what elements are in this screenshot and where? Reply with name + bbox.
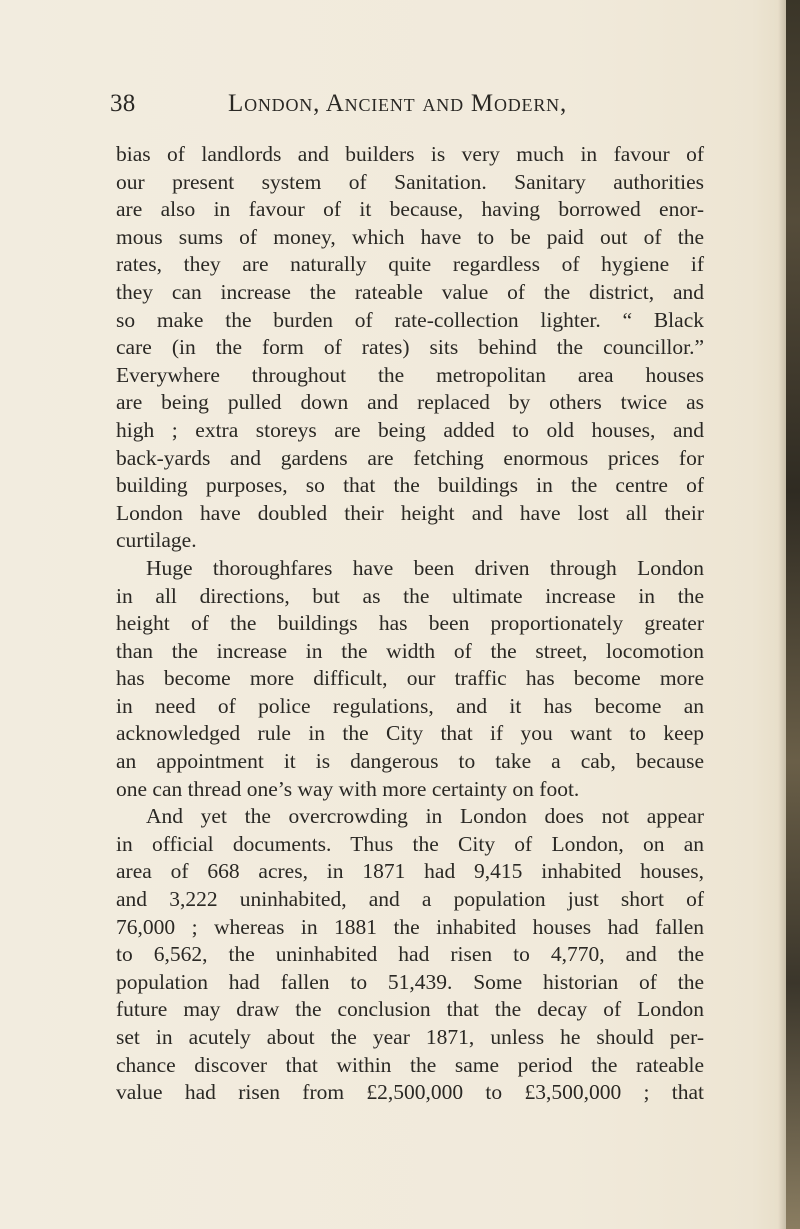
- text-line: height of the buildings has been proportionately greater: [116, 611, 704, 636]
- text-line: set in acutely about the year 1871, unless he should per-: [116, 1025, 704, 1049]
- text-line: rates, they are naturally quite regardless of hygiene if: [116, 252, 704, 277]
- paragraph-start-line: And yet the overcrowding in London does not appear: [146, 804, 704, 829]
- paragraph-end-line: one can thread one’s way with more certainty on foot.: [116, 776, 580, 801]
- text-line: chance discover that within the same period the rateable: [116, 1052, 704, 1077]
- running-head: [110, 88, 710, 120]
- page-number: 38: [110, 90, 136, 117]
- text-line: high ; extra storeys are being added to old houses, and: [116, 417, 704, 442]
- text-line: they can increase the rateable value of the district, and: [116, 279, 704, 304]
- text-line: mous sums of money, which have to be paid out of the: [116, 224, 704, 249]
- paragraph-start-line: Huge thoroughfares have been driven through London: [146, 555, 704, 580]
- text-line: bias of landlords and builders is very much in favour of: [116, 142, 704, 166]
- book-spine-edge: [786, 0, 800, 1229]
- text-line: an appointment it is dangerous to take a cab, because: [116, 749, 704, 774]
- text-line: Everywhere throughout the metropolitan area houses: [116, 362, 704, 387]
- paragraph-end-line: curtilage.: [116, 528, 197, 553]
- running-title: London, Ancient and Modern,: [228, 90, 568, 117]
- text-line: in need of police regulations, and it has become an: [116, 693, 704, 718]
- text-line: care (in the form of rates) sits behind the councillor.”: [116, 335, 704, 360]
- text-line: are being pulled down and replaced by others twice as: [116, 390, 704, 415]
- text-line: in all directions, but as the ultimate increase in the: [116, 583, 704, 608]
- text-line: back-yards and gardens are fetching enormous prices for: [116, 445, 704, 470]
- text-line: acknowledged rule in the City that if you want to keep: [116, 721, 704, 746]
- text-line: and 3,222 uninhabited, and a population just short of: [116, 887, 704, 912]
- text-line: London have doubled their height and have lost all their: [116, 500, 704, 525]
- text-line: so make the burden of rate-collection lighter. “ Black: [116, 307, 704, 332]
- text-line: future may draw the conclusion that the decay of London: [116, 997, 704, 1022]
- text-line: our present system of Sanitation. Sanitary authorities: [116, 169, 704, 194]
- text-line: are also in favour of it because, having borrowed enor-: [116, 197, 704, 222]
- text-line: area of 668 acres, in 1871 had 9,415 inhabited houses,: [116, 859, 704, 884]
- text-line: population had fallen to 51,439. Some historian of the: [116, 969, 704, 994]
- text-line: value had risen from £2,500,000 to £3,500,000 ; that: [116, 1080, 704, 1105]
- body-text: [116, 141, 704, 1107]
- page-edge-shadow: [778, 0, 786, 1229]
- text-line: than the increase in the width of the street, locomotion: [116, 638, 704, 663]
- text-line: has become more difficult, our traffic has become more: [116, 666, 704, 691]
- text-line: to 6,562, the uninhabited had risen to 4,770, and the: [116, 942, 704, 967]
- text-line: building purposes, so that the buildings in the centre of: [116, 473, 704, 498]
- text-line: 76,000 ; whereas in 1881 the inhabited houses had fallen: [116, 914, 704, 939]
- text-line: in official documents. Thus the City of London, on an: [116, 831, 704, 856]
